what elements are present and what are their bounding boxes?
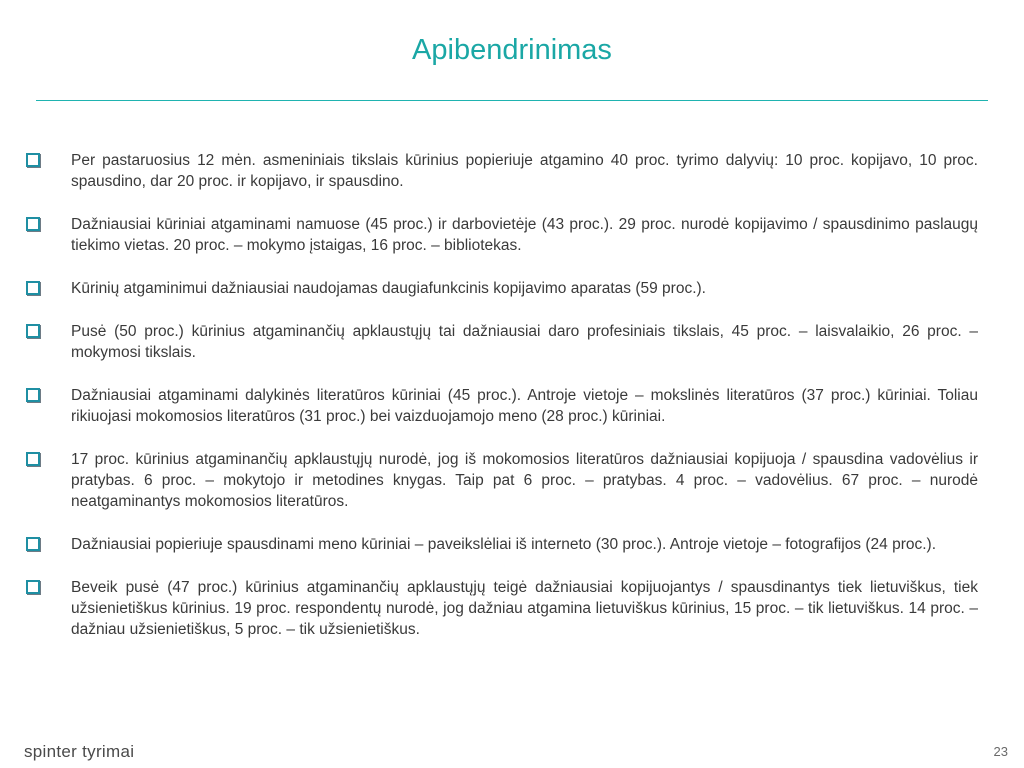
square-bullet-icon bbox=[26, 537, 40, 551]
square-bullet-icon bbox=[26, 153, 40, 167]
bullet-item-7 bbox=[22, 534, 978, 555]
slide-title: Apibendrinimas bbox=[412, 34, 612, 66]
bullet-text: Dažniausiai atgaminami dalykinės literatūros kūriniai (45 proc.). Antroje vietoje – mokslinės literatūros (37 proc.) kūriniai. Toliau rikiuojasi mokomosios literatūros (31 proc.) bei vaizduojamojo meno (28 proc.) kūriniai. bbox=[71, 387, 978, 425]
title-divider bbox=[36, 100, 988, 101]
bullet-item-2 bbox=[22, 214, 978, 256]
square-bullet-icon bbox=[26, 217, 40, 231]
bullet-text: Per pastaruosius 12 mėn. asmeniniais tikslais kūrinius popieriuje atgamino 40 proc. tyrimo dalyvių: 10 proc. kopijavo, 10 proc. spausdino, dar 20 proc. ir kopijavo, ir spausdino. bbox=[71, 152, 978, 190]
square-bullet-icon bbox=[26, 452, 40, 466]
square-bullet-icon bbox=[26, 388, 40, 402]
bullet-text: Pusė (50 proc.) kūrinius atgaminančių apklaustųjų tai dažniausiai daro profesiniais tikslais, 45 proc. – laisvalaikio, 26 proc. – mokymosi tikslais. bbox=[71, 323, 978, 361]
summary-bullet-list bbox=[22, 150, 978, 662]
bullet-text: Dažniausiai popieriuje spausdinami meno kūriniai – paveikslėliai iš interneto (30 proc.). Antroje vietoje – fotografijos (24 proc.). bbox=[71, 536, 937, 553]
bullet-item-4 bbox=[22, 321, 978, 363]
bullet-text: Dažniausiai kūriniai atgaminami namuose (45 proc.) ir darbovietėje (43 proc.). 29 proc. nurodė kopijavimo / spausdinimo paslaugų tiekimo vietas. 20 proc. – mokymo įstaigas, 16 proc. – bibliotekas. bbox=[71, 216, 978, 254]
bullet-text: Beveik pusė (47 proc.) kūrinius atgaminančių apklaustųjų teigė dažniausiai kopijuojantys / spausdinantys tiek lietuviškus, tiek užsienietiškus kūrinius. 19 proc. respondentų nurodė, jog dažniau atgamina lietuviškus kūrinius, 15 proc. – tik lietuviškus. 14 proc. – dažniau užsienietiškus, 5 proc. – tik užsienietiškus. bbox=[71, 579, 978, 638]
square-bullet-icon bbox=[26, 324, 40, 338]
bullet-item-1 bbox=[22, 150, 978, 192]
spinter-tyrimai-logo: spinter tyrimai bbox=[24, 742, 135, 761]
square-bullet-icon bbox=[26, 281, 40, 295]
bullet-text: 17 proc. kūrinius atgaminančių apklaustųjų nurodė, jog iš mokomosios literatūros dažniausiai kopijuoja / spausdina vadovėlius ir pratybas. 6 proc. – mokytojo ir metodines knygas. Taip pat 6 proc. – pratybas. 4 proc. – vadovėlius. 67 proc. – nurodė neatgaminantys mokomosios literatūros. bbox=[71, 451, 978, 510]
bullet-text: Kūrinių atgaminimui dažniausiai naudojamas daugiafunkcinis kopijavimo aparatas (59 proc.). bbox=[71, 280, 706, 297]
bullet-item-3 bbox=[22, 278, 978, 299]
bullet-item-6 bbox=[22, 449, 978, 512]
square-bullet-icon bbox=[26, 580, 40, 594]
page-number: 23 bbox=[993, 744, 1008, 759]
bullet-item-5 bbox=[22, 385, 978, 427]
bullet-item-8 bbox=[22, 577, 978, 640]
